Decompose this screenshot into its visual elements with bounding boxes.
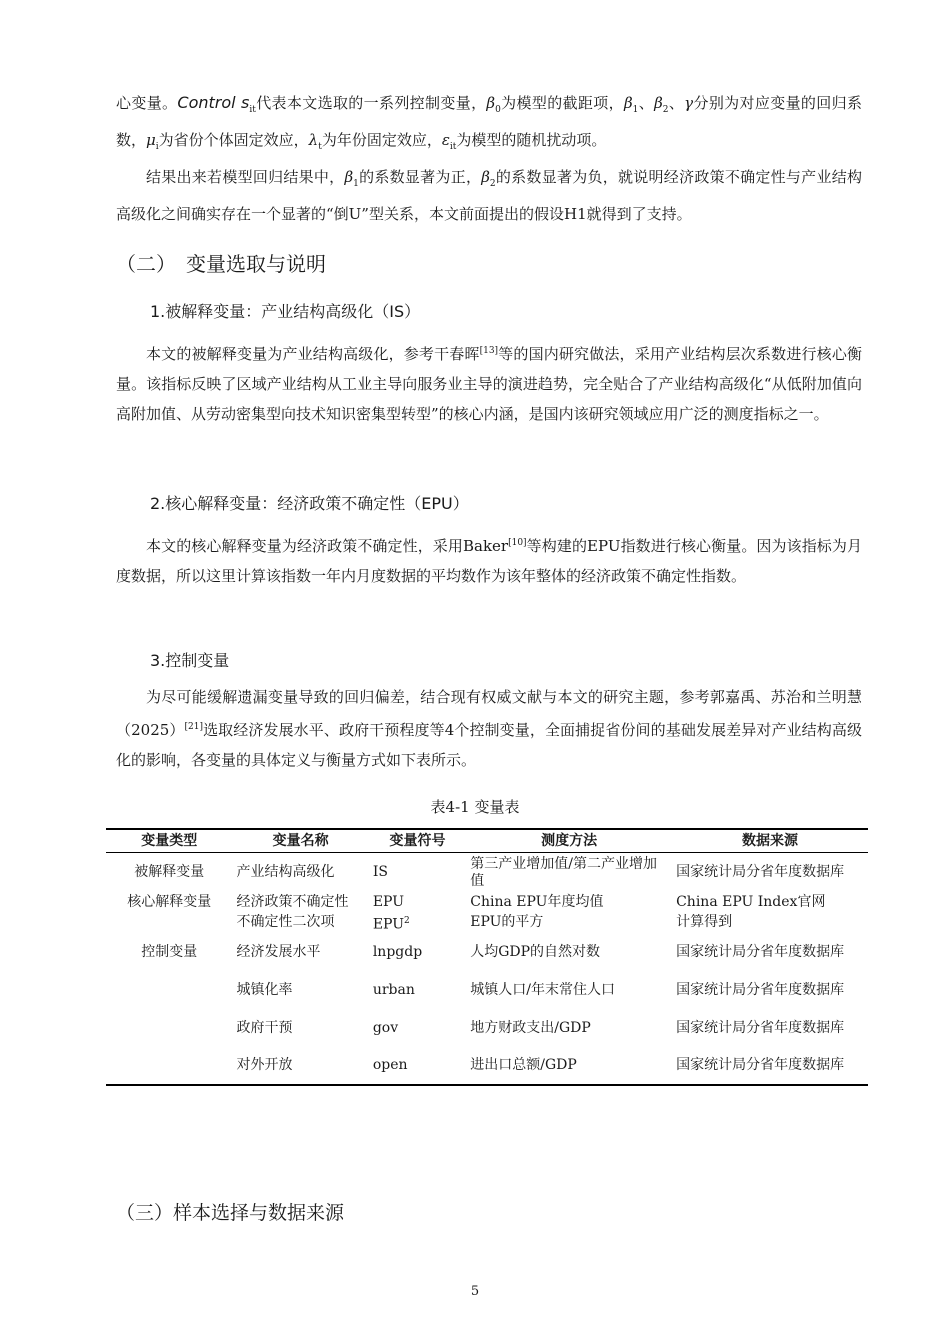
table-cell: 政府干预 <box>236 1019 293 1036</box>
table-cell: 经济发展水平 <box>236 943 321 960</box>
paragraph-model-definitions <box>116 88 862 162</box>
math-sub: it <box>249 105 256 115</box>
column-header: 测度方法 <box>466 829 672 853</box>
table-row <box>106 853 868 893</box>
table-cell: EPU <box>372 894 405 910</box>
math-beta0: β <box>486 94 496 112</box>
text: 心变量。 <box>116 94 178 112</box>
text: 、 <box>668 94 685 112</box>
text: 本文的被解释变量为产业结构高级化，参考干春晖 <box>146 345 480 363</box>
table-cell <box>106 1047 232 1085</box>
table-cell: IS <box>372 864 388 881</box>
table-cell: 产业结构高级化 <box>236 864 335 881</box>
math-beta2: β <box>654 94 663 112</box>
text: 的系数显著为正， <box>358 168 482 186</box>
math-sub: 1 <box>353 179 359 189</box>
citation-ref: [13] <box>479 346 499 356</box>
variables-table <box>106 828 868 1086</box>
table-cell: urban <box>372 981 415 998</box>
section-heading-variables: （二） 变量选取与说明 <box>116 252 326 276</box>
math-sub: t <box>318 142 322 152</box>
table-cell: gov <box>372 1019 399 1036</box>
table-caption: 表4-1 变量表 <box>430 798 520 816</box>
text: 结果出来若模型回归结果中， <box>146 168 345 186</box>
table-cell: lnpgdp <box>372 943 423 960</box>
math-sub: 2 <box>489 179 496 189</box>
table-row <box>106 893 868 913</box>
text: 分别为对应变量的回归系数， <box>116 94 862 149</box>
math-control: Control s <box>177 93 250 112</box>
math-sub: 2 <box>662 105 669 115</box>
table-cell: EPU的平方 <box>470 914 544 931</box>
math-sub: 0 <box>495 105 501 115</box>
text: 为模型的随机扰动项。 <box>456 131 607 149</box>
table-row <box>106 1047 868 1085</box>
table-cell: 国家统计局分省年度数据库 <box>676 1019 845 1036</box>
table-cell: 国家统计局分省年度数据库 <box>676 981 845 998</box>
math-beta1: β <box>623 94 633 112</box>
table-row <box>106 971 868 1009</box>
citation-ref: [21] <box>184 722 203 732</box>
table-cell: 人均GDP的自然对数 <box>470 943 601 960</box>
table-cell: open <box>369 1047 466 1085</box>
column-header: 变量符号 <box>369 829 466 853</box>
text: 的系数显著为负，就说明经济政策不确定性与产业结构高级化之间确实存在一个显著的“倒U”型关系，本文前面提出的假设H1就得到了支持。 <box>116 168 862 223</box>
text: 为省份个体固定效应， <box>158 131 309 149</box>
subheading-control-variables: 3.控制变量 <box>150 651 230 670</box>
text: 选取经济发展水平、政府干预程度等4个控制变量，全面捕捉省份间的基础发展差异对产业结构高级化的影响，各变量的具体定义与衡量方式如下表所示。 <box>116 721 862 769</box>
math-beta1: β <box>344 168 354 186</box>
column-header: 变量名称 <box>232 829 368 853</box>
table-cell: 不确定性二次项 <box>236 914 335 931</box>
math-sub: it <box>449 142 457 152</box>
math-sub: i <box>155 142 159 152</box>
table-header-row <box>106 829 868 853</box>
table-cell: 对外开放 <box>232 1047 368 1085</box>
paragraph-core-variable <box>116 528 862 591</box>
table-cell <box>106 913 232 934</box>
text: 等的国内研究做法，采用产业结构层次系数进行核心衡量。该指标反映了区域产业结构从工业主导向服务业主导的演进趋势，完全贴合了产业结构高级化“从低附加值向高附加值、从劳动密集型向技术知识密集型转型”的核心内涵，是国内该研究领域应用广泛的测度指标之一。 <box>116 345 862 423</box>
text: 为模型的截距项， <box>500 94 624 112</box>
page-number: 5 <box>470 1284 480 1299</box>
text: 等构建的EPU指数进行核心衡量。因为该指标为月度数据，所以这里计算该指数一年内月度数据的平均数作为该年整体的经济政策不确定性指数。 <box>116 537 862 585</box>
table-cell: 城镇化率 <box>236 981 293 998</box>
table-cell: 国家统计局分省年度数据库 <box>672 1047 868 1085</box>
math-mu: μ <box>146 131 156 149</box>
text: 、 <box>638 94 655 112</box>
superscript: 2 <box>404 915 410 926</box>
table-row <box>106 1009 868 1047</box>
paragraph-control-variables <box>116 682 862 775</box>
table-cell: 国家统计局分省年度数据库 <box>676 864 845 881</box>
table-cell: 被解释变量 <box>134 864 205 881</box>
paragraph-regression-result <box>116 162 862 229</box>
table-cell: China EPU年度均值 <box>470 894 604 910</box>
table-cell <box>369 913 466 934</box>
math-lambda: λ <box>308 131 319 149</box>
table-cell: China EPU Index官网 <box>676 894 826 910</box>
table-cell: 计算得到 <box>676 914 733 931</box>
table-cell: 地方财政支出/GDP <box>470 1019 591 1036</box>
math-epsilon: ε <box>441 131 450 149</box>
table-cell: 控制变量 <box>141 943 198 960</box>
subheading-dependent-variable: 1.被解释变量：产业结构高级化（IS） <box>150 302 421 321</box>
math-sub: 1 <box>632 105 639 115</box>
table-cell: 核心解释变量 <box>127 894 212 910</box>
citation-ref: [10] <box>508 538 527 548</box>
text: 为尽可能缓解遗漏变量导致的回归偏差，结合现有权威文献与本文的研究主题，参考郭嘉禹、苏治和兰明慧（2025） <box>116 688 862 739</box>
math-gamma: γ <box>684 94 694 112</box>
table-cell: 城镇人口/年末常住人口 <box>470 981 615 998</box>
table-row <box>106 933 868 971</box>
table-cell <box>106 1009 232 1047</box>
math-beta2: β <box>481 168 490 186</box>
table-cell: 经济政策不确定性 <box>236 894 349 910</box>
paragraph-dependent-variable <box>116 336 862 429</box>
symbol-text: EPU <box>372 916 405 933</box>
text: 为年份固定效应， <box>321 131 442 149</box>
table-cell: 国家统计局分省年度数据库 <box>676 943 845 960</box>
table-cell <box>106 971 232 1009</box>
section-heading-sample: （三）样本选择与数据来源 <box>116 1202 345 1224</box>
column-header: 数据来源 <box>672 829 868 853</box>
subheading-core-variable: 2.核心解释变量：经济政策不确定性（EPU） <box>150 494 469 513</box>
column-header: 变量类型 <box>106 829 232 853</box>
text: 本文的核心解释变量为经济政策不确定性，采用Baker <box>146 537 509 555</box>
table-cell: 第三产业增加值/第二产业增加值 <box>470 855 657 889</box>
text: 代表本文选取的一系列控制变量， <box>255 94 487 112</box>
table-row <box>106 913 868 934</box>
table-cell: 进出口总额/GDP <box>466 1047 672 1085</box>
